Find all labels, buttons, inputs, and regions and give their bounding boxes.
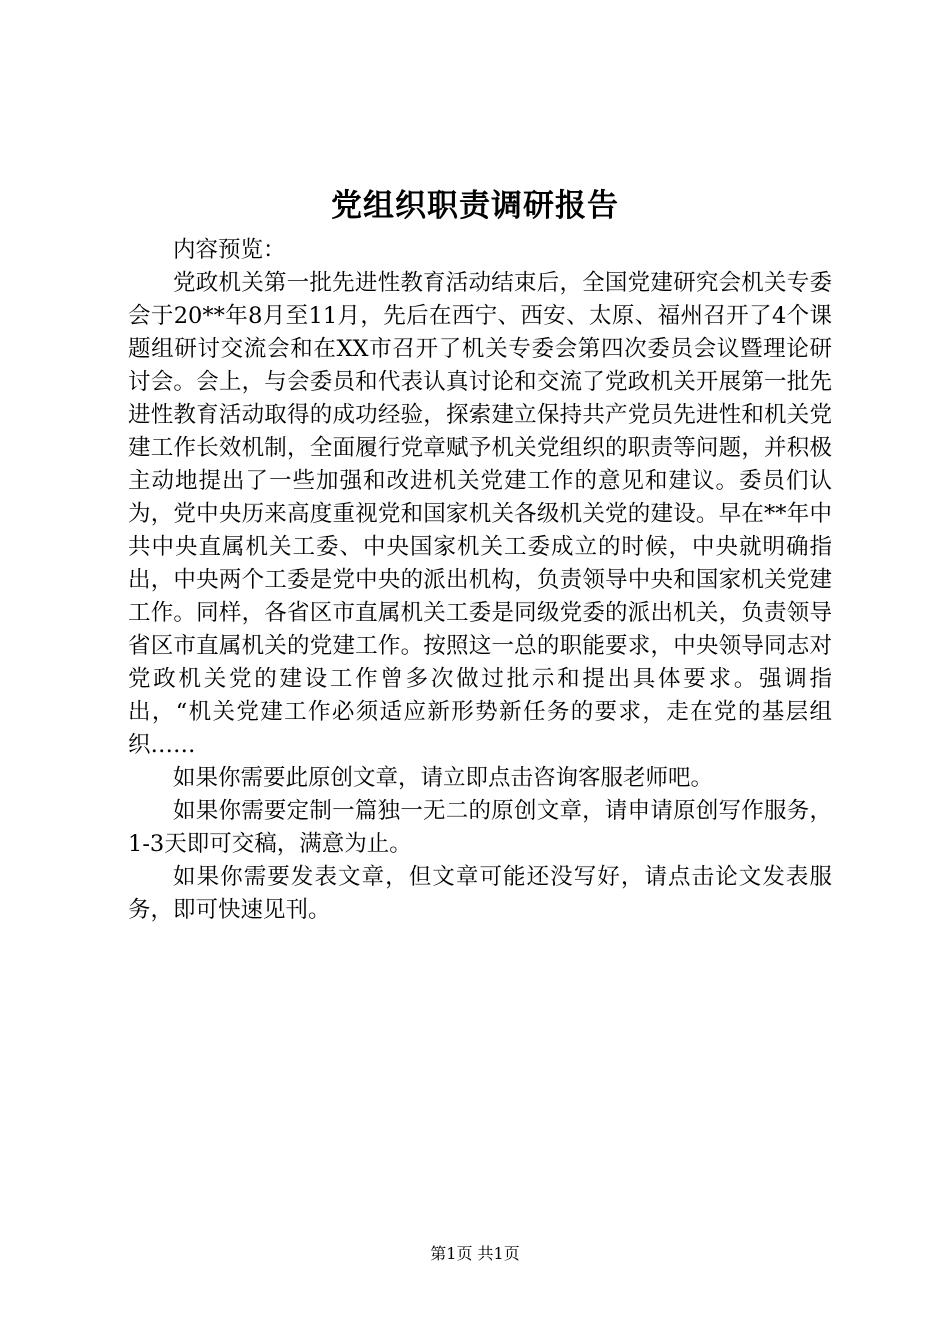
promo-custom-writing-text: 如果你需要定制一篇独一无二的原创文章，请申请原创写作服务，1-3天即可交稿，满意为止。 bbox=[128, 798, 832, 857]
page-number-footer: 第1页 共1页 bbox=[430, 1244, 520, 1263]
promo-consult-text: 如果你需要此原创文章，请立即点击咨询客服老师吧。 bbox=[173, 765, 714, 791]
main-paragraph: 党政机关第一批先进性教育活动结束后，全国党建研究会机关专委会于20**年8月至11月，先后在西宁、西安、太原、福州召开了4个课题组研讨交流会和在XX市召开了机关专委会第四次委员会议暨理论研讨会。会上，与会委员和代表认真讨论和交流了党政机关开展第一批先进性教育活动取得的成功经验，探索建立保持共产党员先进性和机关党建工作长效机制，全面履行党章赋予机关党组织的职责等问题，并积极主动地提出了一些加强和改进机关党建工作的意见和建议。委员们认为，党中央历来高度重视党和国家机关各级机关党的建设。早在**年中共中央直属机关工委、中央国家机关工委成立的时候，中央就明确指出，中央两个工委是党中央的派出机构，负责领导中央和国家机关党建工作。同样，各省区市直属机关工委是同级党委的派出机关，负责领导省区市直属机关的党建工作。按照这一总的职能要求，中央领导同志对党政机关党的建设工作曾多次做过批示和提出具体要求。强调指出，“机关党建工作必须适应新形势新任务的要求，走在党的基层组织…… bbox=[128, 270, 832, 758]
document-title: 党组织职责调研报告 bbox=[331, 188, 619, 224]
preview-label: 内容预览： bbox=[173, 237, 286, 263]
promo-publishing-text: 如果你需要发表文章，但文章可能还没写好，请点击论文发表服务，即可快速见刊。 bbox=[128, 864, 832, 923]
document-body bbox=[128, 234, 832, 927]
